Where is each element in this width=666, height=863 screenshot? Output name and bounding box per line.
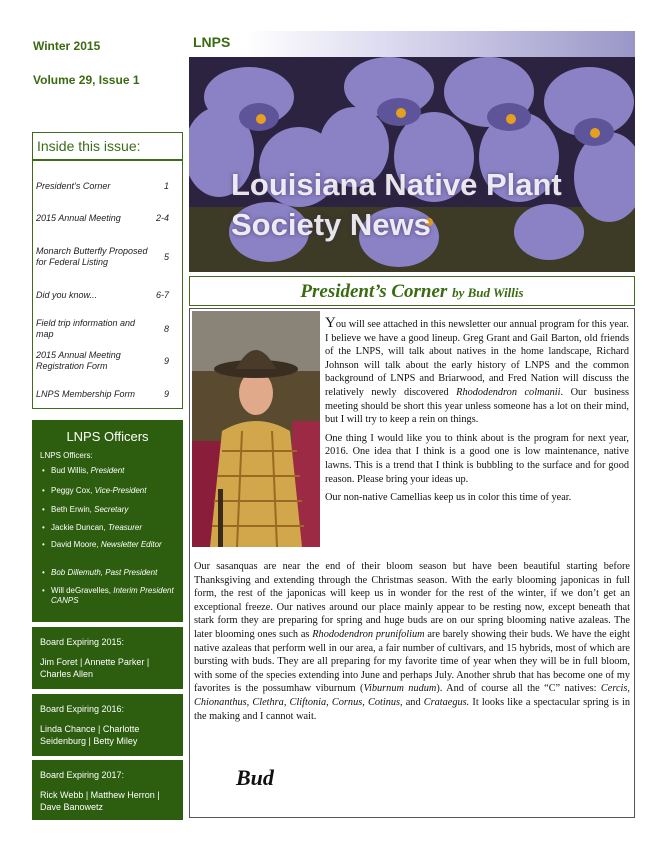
author-photo <box>192 311 320 547</box>
toc-item-page: 9 <box>163 389 169 399</box>
species-name: Rhododendron prunifolium <box>312 628 425 640</box>
board-expiring-2016 <box>32 694 183 756</box>
toc-item-title: President’s Corner <box>36 181 111 191</box>
text-run: are barely showing their buds. We have the eight native azaleas that perform well in our area, a fair number of cultivars, and 15 hybrids, most of which are bursting with buds. They are all preparing for my favorite time of year when they will be in full bloom, with some of the species extending into June and perhaps July. Another shrub that has become one of my favorites is the possumhaw viburnum ( <box>194 628 630 695</box>
text-run: . Our business meeting should be short this year unless someone has a lot on their mind, but I will try to keep a rein on things. <box>325 386 629 426</box>
man-in-hat-image <box>192 311 320 547</box>
text-run: Our sasanquas are near the end of their bloom season but have been beautiful starting before Thanksgiving and extending through the Christmas season. With the early blooming japonicas in full form, the rest of the japonicas will keep us in wonder for the rest of the winter, if we don’t get an exceptional freeze. Our natives around our place mainly appear to be resting now, except beneath that stark form they are preparing for spring and huge buds are on our spring blooming native azaleas. The later blooming ones such as <box>194 561 630 640</box>
paragraph-1 <box>325 317 629 427</box>
article-body <box>189 308 635 818</box>
paragraph-2: One thing I would like you to think about is the program for next year, 2016. One idea that I think is a good one is low maintenance, native lawns. This is a trend that I think is bubbling to the surface and for good reason. Please bring your ideas up. <box>325 432 629 485</box>
text-run: and <box>402 696 424 708</box>
toc-item-title: Did you know... <box>36 290 98 300</box>
officer-role: President <box>90 466 125 475</box>
toc-item-page: 6-7 <box>155 290 169 300</box>
text-run: It looks like a spectacular spring is in the making and I cannot wait. <box>194 696 630 722</box>
officer-role: Interim President CANPS <box>51 586 174 605</box>
org-abbreviation: LNPS <box>193 34 231 50</box>
article-title-box <box>189 276 635 306</box>
toc-item-page: 8 <box>163 324 169 334</box>
paragraph-3-start: Our non-native Camellias keep us in color this time of year. <box>325 492 572 504</box>
officer-role: Past President <box>105 568 158 577</box>
bullet-icon: • <box>42 466 45 475</box>
board-heading: Board Expiring 2017: <box>40 770 125 780</box>
officer-name: Beth Erwin, <box>51 505 92 514</box>
toc-item-title: 2015 Annual Meeting Registration Form <box>36 350 121 371</box>
article-column-text <box>325 317 629 505</box>
article-heading <box>190 281 634 303</box>
species-name: Viburnum nudum <box>363 683 437 695</box>
bullet-icon: • <box>42 586 45 595</box>
board-heading: Board Expiring 2015: <box>40 637 125 647</box>
officer-role: Newsletter Editor <box>100 540 162 549</box>
issue-date: Winter 2015 <box>33 39 101 53</box>
board-expiring-2015 <box>32 627 183 689</box>
text-run: ou will see attached in this newsletter our annual program for this year. I believe we have a good lineup. Greg Grant and Gail Barton, old friends of the LNPS, will talk about natives in the home landscape, Richard Johnson will talk about the early history of LNPS and the common background of LNPS and Briarwood, and Fred Nation will discuss the relatively newly discovered <box>325 319 629 398</box>
article-title: President’s Corner <box>300 281 448 302</box>
species-name: Crataegus. <box>423 696 470 708</box>
bullet-icon: • <box>42 486 45 495</box>
toc-item-page: 5 <box>163 252 169 262</box>
text-run: ). And of course all the “C” natives: <box>436 683 601 695</box>
officer-role: Secretary <box>94 505 129 514</box>
toc-item-page: 9 <box>163 356 169 366</box>
drop-cap: Y <box>325 315 336 331</box>
toc-item-title: 2015 Annual Meeting <box>36 213 121 223</box>
table-of-contents <box>32 132 183 409</box>
newsletter-title: Louisiana Native Plant Society News <box>231 167 562 242</box>
board-members: Rick Webb | Matthew Herron | Dave Banowetz <box>40 790 160 812</box>
officer-role: Treasurer <box>107 523 143 532</box>
board-members: Jim Foret | Annette Parker | Charles Allen <box>40 657 150 679</box>
officer-name: Peggy Cox, <box>51 486 93 495</box>
officer-role: Vice-President <box>94 486 147 495</box>
officer-name: Jackie Duncan, <box>51 523 106 532</box>
officer-name: Will deGravelles, <box>51 586 112 595</box>
bullet-icon: • <box>42 505 45 514</box>
article-full-width-text <box>194 560 630 723</box>
toc-heading: Inside this issue: <box>33 133 182 161</box>
officers-subheading: LNPS Officers: <box>40 451 93 460</box>
board-heading: Board Expiring 2016: <box>40 704 125 714</box>
toc-item-title: Monarch Butterfly Proposed for Federal Listing <box>36 246 148 267</box>
signature: Bud <box>236 765 274 790</box>
bullet-icon: • <box>42 523 45 532</box>
board-members: Linda Chance | Charlotte Seidenburg | Betty Miley <box>40 724 140 746</box>
toc-item-page: 1 <box>163 181 169 191</box>
species-name: Rhododendron colmanii <box>456 386 561 398</box>
article-byline: by Bud Willis <box>452 285 524 300</box>
masthead-banner <box>189 57 635 272</box>
officers-panel <box>32 420 183 622</box>
bullet-icon: • <box>42 568 45 577</box>
toc-item-title: Field trip information and map <box>36 318 136 339</box>
officers-heading: LNPS Officers <box>66 429 149 444</box>
species-name: Cercis, Chionanthus, Clethra, Cliftonia, Cornus, Cotinus, <box>194 683 630 708</box>
toc-item-title: LNPS Membership Form <box>36 389 136 399</box>
header-gradient-bar <box>245 31 635 58</box>
toc-item-page: 2-4 <box>155 213 169 223</box>
officer-name: Bud Willis, <box>51 466 89 475</box>
officer-name: Bob Dillemuth, <box>51 568 104 577</box>
issue-volume: Volume 29, Issue 1 <box>33 73 140 87</box>
board-expiring-2017 <box>32 760 183 820</box>
bullet-icon: • <box>42 540 45 549</box>
officer-name: David Moore, <box>51 540 99 549</box>
